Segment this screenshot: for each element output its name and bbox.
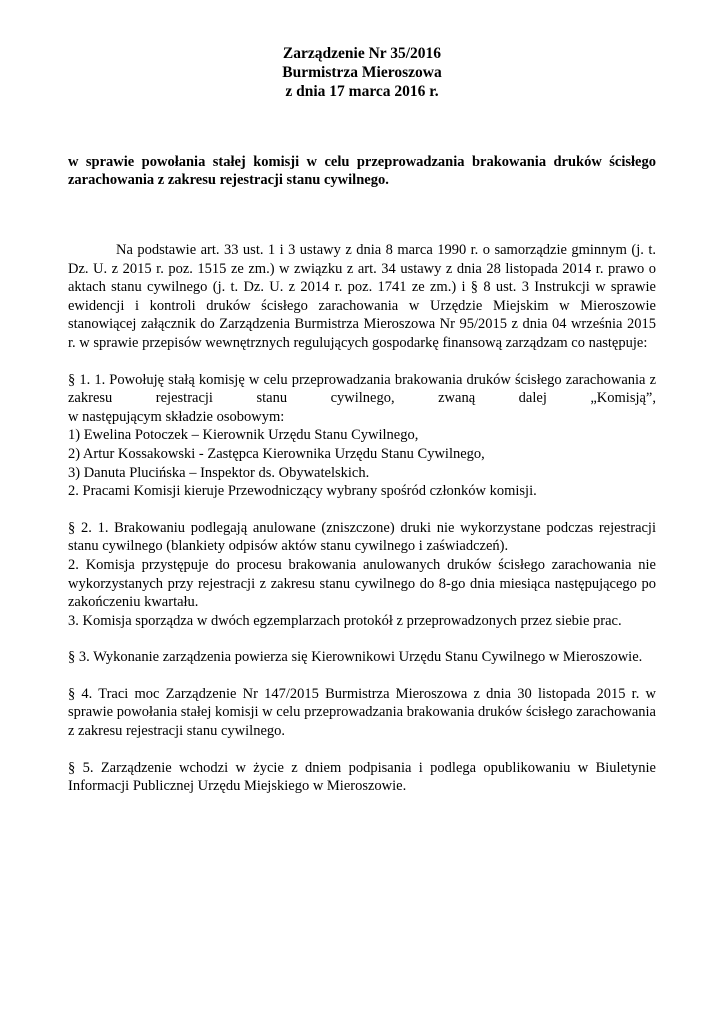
document-header [68,44,656,101]
section-1-point-2: 2. Pracami Komisji kieruje Przewodniczący wybrany spośród członków komisji. [68,483,537,500]
member-item: 1) Ewelina Potoczek – Kierownik Urzędu Stanu Cywilnego, [68,427,419,444]
section-4: § 4. Traci moc Zarządzenie Nr 147/2015 Burmistrza Mieroszowa z dnia 30 listopada 2015 r. w sprawie powołania stałej komisji w celu przeprowadzania brakowania druków ścisłego zarachowania z zakresu rejestracji stanu cywilnego. [68,685,656,740]
document-subject: w sprawie powołania stałej komisji w celu przeprowadzania brakowania druków ścisłego zarachowania z zakresu rejestracji stanu cywilnego. [68,154,656,188]
section-2-point-1: § 2. 1. Brakowaniu podlegają anulowane (zniszczone) druki nie wykorzystane podczas rejestracji stanu cywilnego (blankiety odpisów aktów stanu cywilnego i zaświadczeń). [68,519,656,555]
section-1-point-1: § 1. 1. Powołuję stałą komisję w celu przeprowadzania brakowania druków ścisłego zarachowania z zakresu rejestracji stanu cywilnego, zwaną dalej „Komisją”, [68,371,656,407]
header-title: Zarządzenie Nr 35/2016 [282,45,442,62]
section-5: § 5. Zarządzenie wchodzi w życie z dniem podpisania i podlega opublikowaniu w Biuletynie Informacji Publicznej Urzędu Miejskiego w Mieroszowie. [68,759,656,795]
section-2-point-2: 2. Komisja przystępuje do procesu brakowania anulowanych druków ścisłego zarachowania nie wykorzystanych przy rejestracji z zakresu stanu cywilnego do 8-go dnia miesiąca następującego po zakończeniu kwartału. [68,556,656,611]
section-1-composition-intro: w następującym składzie osobowym: [68,408,285,425]
header-date: z dnia 17 marca 2016 r. [285,83,439,100]
legal-basis-paragraph: Na podstawie art. 33 ust. 1 i 3 ustawy z dnia 8 marca 1990 r. o samorządzie gminnym (j. t. Dz. U. z 2015 r. poz. 1515 ze zm.) w związku z art. 34 ustawy z dnia 28 listopada 2014 r. prawo o aktach stanu cywilnego (j. t. Dz. U. z 2014 r. poz. 1741 ze zm.) i § 8 ust. 3 Instrukcji w sprawie ewidencji i kontroli druków ścisłego zarachowania w Urzędzie Miejskim w Mieroszowie stanowiącej załącznik do Zarządzenia Burmistrza Mieroszowa Nr 95/2015 z dnia 04 września 2015 r. w sprawie przepisów wewnętrznych regulujących gospodarkę finansową zarządzam co następuje: [68,242,656,351]
section-1 [68,371,656,501]
section-2-point-3: 3. Komisja sporządza w dwóch egzemplarzach protokół z przeprowadzonych przez siebie prac. [68,612,622,629]
section-3: § 3. Wykonanie zarządzenia powierza się Kierownikowi Urzędu Stanu Cywilnego w Mieroszowie. [68,649,643,666]
member-item: 3) Danuta Plucińska – Inspektor ds. Obywatelskich. [68,464,370,481]
document-page [68,44,656,796]
section-2 [68,519,656,631]
header-issuer: Burmistrza Mieroszowa [282,64,442,81]
member-item: 2) Artur Kossakowski - Zastępca Kierownika Urzędu Stanu Cywilnego, [68,445,485,462]
